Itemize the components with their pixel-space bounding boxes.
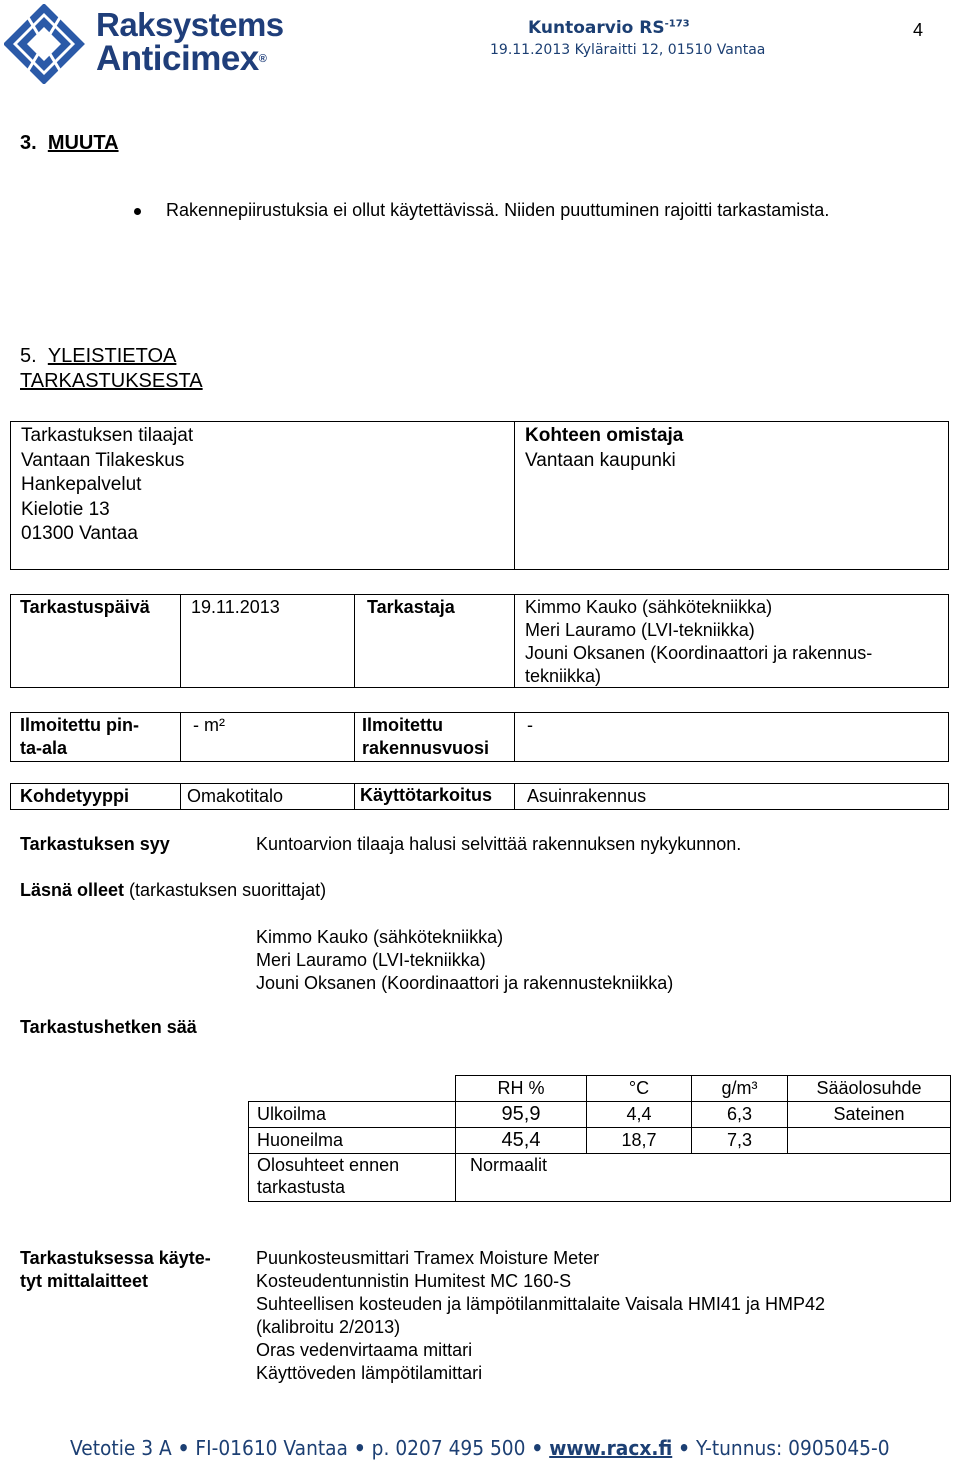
- inspector-line: tekniikka): [525, 666, 602, 686]
- table-cell: 18,7: [587, 1128, 692, 1154]
- table-cell: 45,4: [456, 1128, 587, 1154]
- instrument-line: (kalibroitu 2/2013): [256, 1317, 401, 1337]
- owner-label: Kohteen omistaja: [525, 425, 684, 446]
- footer-postal: FI-01610 Vantaa: [195, 1436, 348, 1460]
- present-list: [256, 926, 673, 995]
- logo-line-2: Anticimex: [96, 39, 259, 78]
- section-5-title-1: YLEISTIETOA: [47, 345, 177, 367]
- orderer-line: Kielotie 13: [21, 498, 110, 520]
- instruments-label-2: tyt mittalaitteet: [20, 1271, 149, 1291]
- section-3-title: MUUTA: [47, 132, 119, 154]
- table-cell: [249, 1154, 456, 1202]
- instruments-list: [256, 1247, 825, 1385]
- footer-separator: •: [678, 1436, 691, 1460]
- instrument-line: Oras vedenvirtaama mittari: [256, 1340, 473, 1360]
- table-cell: 6,3: [692, 1102, 788, 1128]
- year-label: [362, 714, 489, 760]
- weather-table: [248, 1075, 951, 1202]
- type-label: Kohdetyyppi: [20, 786, 130, 806]
- present-label-bold: Läsnä olleet: [20, 880, 125, 900]
- orderer-label: Tarkastuksen tilaajat: [21, 425, 194, 446]
- instruments-label: [20, 1247, 211, 1293]
- present-label-rest: (tarkastuksen suorittajat): [124, 880, 327, 900]
- table-header-cell: °C: [587, 1076, 692, 1102]
- reason-value: Kuntoarvion tilaaja halusi selvittää rakennuksen nykykunnon.: [256, 834, 742, 854]
- doc-title-sup: -173: [664, 18, 690, 30]
- orderer-line: Hankepalvelut: [21, 474, 142, 495]
- table-header-row: [249, 1076, 951, 1102]
- table-row: [249, 1128, 951, 1154]
- page-number: 4: [913, 20, 924, 40]
- table-cell: Huoneilma: [249, 1128, 456, 1154]
- table-cell: Ulkoilma: [249, 1102, 456, 1128]
- bullet-text: Rakennepiirustuksia ei ollut käytettävissä. Niiden puuttuminen rajoitti tarkastamista.: [166, 200, 830, 220]
- instrument-line: Suhteellisen kosteuden ja lämpötilanmittalaite Vaisala HMI41 ja HMP42: [256, 1294, 825, 1314]
- owner-value: Vantaan kaupunki: [525, 449, 676, 471]
- date-value: 19.11.2013: [191, 597, 280, 617]
- present-line: Jouni Oksanen (Koordinaattori ja rakennustekniikka): [256, 973, 674, 993]
- table-cell: [788, 1128, 951, 1154]
- table-header-cell: [249, 1076, 456, 1102]
- instrument-line: Kosteudentunnistin Humitest MC 160-S: [256, 1271, 572, 1291]
- instrument-line: Käyttöveden lämpötilamittari: [256, 1363, 483, 1383]
- table-cell: 95,9: [456, 1102, 587, 1128]
- use-value: Asuinrakennus: [527, 786, 647, 806]
- conditions-label-1: Olosuhteet ennen: [257, 1155, 400, 1175]
- logo-wordmark: [96, 8, 284, 76]
- orderer-info: [21, 424, 193, 547]
- inspector-line: Jouni Oksanen (Koordinaattori ja rakennus-: [525, 643, 873, 663]
- table-row: [249, 1102, 951, 1128]
- section-5-number: 5.: [20, 345, 37, 367]
- logo-mark-icon: [4, 4, 88, 84]
- type-box: [10, 783, 949, 810]
- year-label-2: rakennusvuosi: [362, 738, 490, 758]
- section-3-number: 3.: [20, 132, 37, 154]
- table-row: [249, 1154, 951, 1202]
- area-label-1: Ilmoitettu pin-: [20, 715, 139, 735]
- section-5-title-2: TARKASTUKSESTA: [20, 370, 203, 392]
- date-label: Tarkastuspäivä: [20, 597, 150, 617]
- owner-info: [525, 424, 683, 473]
- table-header-cell: g/m³: [692, 1076, 788, 1102]
- area-label: [20, 714, 139, 760]
- footer-separator: •: [353, 1436, 366, 1460]
- company-logo: [4, 4, 324, 84]
- inspector-line: Kimmo Kauko (sähkötekniikka): [525, 597, 773, 617]
- inspection-box: [10, 594, 949, 688]
- footer-separator: •: [177, 1436, 190, 1460]
- footer-business-id: Y-tunnus: 0905045-0: [695, 1436, 890, 1460]
- table-cell: Normaalit: [456, 1154, 951, 1202]
- bullet-icon: [134, 208, 141, 215]
- footer-separator: •: [531, 1436, 544, 1460]
- instruments-label-1: Tarkastuksessa käyte-: [20, 1248, 211, 1268]
- present-line: Kimmo Kauko (sähkötekniikka): [256, 927, 504, 947]
- year-label-1: Ilmoitettu: [362, 715, 443, 735]
- area-label-2: ta-ala: [20, 738, 68, 758]
- table-header-cell: Sääolosuhde: [788, 1076, 951, 1102]
- area-value: - m²: [193, 715, 225, 735]
- instrument-line: Puunkosteusmittari Tramex Moisture Meter: [256, 1248, 600, 1268]
- type-value: Omakotitalo: [187, 786, 284, 806]
- doc-title-text: Kuntoarvio RS: [528, 18, 665, 38]
- table-cell: Sateinen: [788, 1102, 951, 1128]
- orderer-box: [10, 421, 949, 570]
- document-subtitle: 19.11.2013 Kyläraitti 12, 01510 Vantaa: [490, 42, 766, 58]
- reason-label: Tarkastuksen syy: [20, 834, 170, 854]
- footer-web-link[interactable]: www.racx.fi: [549, 1436, 673, 1460]
- logo-line-1: Raksystems: [96, 6, 284, 43]
- footer-phone: p. 0207 495 500: [371, 1436, 526, 1460]
- orderer-line: Vantaan Tilakeskus: [21, 449, 185, 471]
- table-header-cell: RH %: [456, 1076, 587, 1102]
- section-3-heading: [20, 132, 119, 155]
- table-cell: 4,4: [587, 1102, 692, 1128]
- year-value: -: [527, 715, 533, 735]
- present-label: [20, 880, 326, 901]
- table-cell: 7,3: [692, 1128, 788, 1154]
- weather-label: Tarkastushetken sää: [20, 1017, 197, 1037]
- conditions-label-2: tarkastusta: [257, 1177, 346, 1197]
- inspector-list: [525, 596, 872, 688]
- footer: [70, 1436, 890, 1460]
- use-label: Käyttötarkoitus: [360, 785, 493, 805]
- present-line: Meri Lauramo (LVI-tekniikka): [256, 950, 486, 970]
- section-5-heading: [20, 344, 203, 394]
- document-title: [528, 18, 690, 38]
- footer-address: Vetotie 3 A: [70, 1436, 172, 1460]
- registered-mark: ®: [258, 53, 267, 65]
- inspector-label: Tarkastaja: [367, 597, 455, 617]
- inspector-line: Meri Lauramo (LVI-tekniikka): [525, 620, 755, 640]
- area-box: [10, 712, 949, 762]
- orderer-line: 01300 Vantaa: [21, 523, 138, 544]
